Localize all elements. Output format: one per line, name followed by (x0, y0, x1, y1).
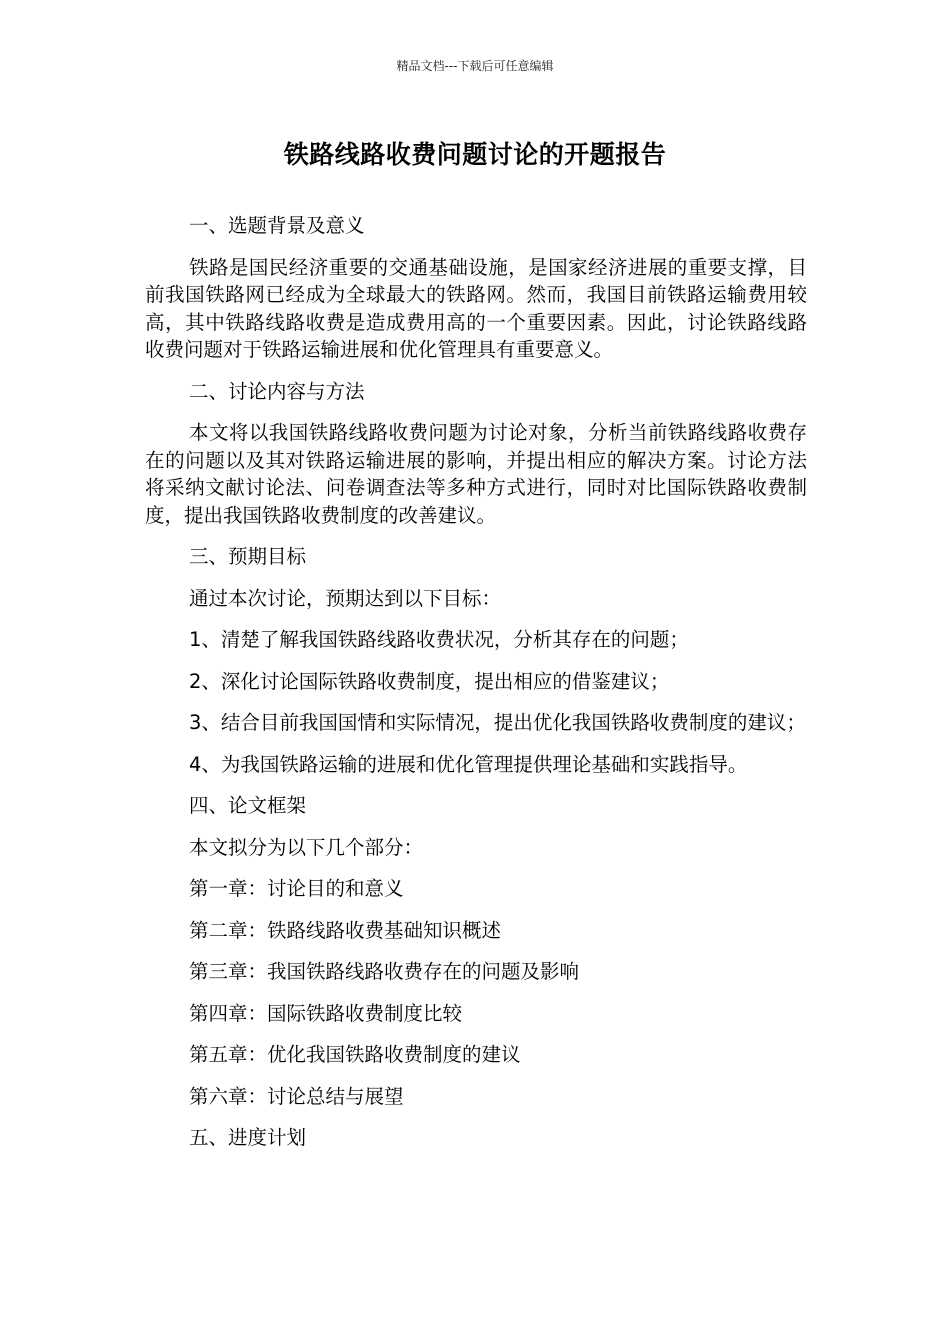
paragraph-goals-intro: 通过本次讨论，预期达到以下目标： (189, 586, 502, 610)
paragraph-background: 铁路是国民经济重要的交通基础设施，是国家经济进展的重要支撑，目前我国铁路网已经成为全球最大的铁路网。然而，我国目前铁路运输费用较高，其中铁路线路收费是造成费用高的一个重要因素。因此，讨论铁路线路收费问题对于铁路运输进展和优化管理具有重要意义。 (145, 255, 807, 361)
section-heading-goals: 三、预期目标 (189, 545, 307, 568)
chapter-item-2: 第二章：铁路线路收费基础知识概述 (189, 918, 502, 942)
section-heading-schedule: 五、进度计划 (189, 1126, 307, 1149)
section-heading-framework: 四、论文框架 (189, 794, 307, 817)
paragraph-framework-intro: 本文拟分为以下几个部分： (189, 835, 424, 859)
chapter-item-6: 第六章：讨论总结与展望 (189, 1084, 404, 1108)
goal-item-2: 2、深化讨论国际铁路收费制度，提出相应的借鉴建议； (189, 669, 670, 693)
page-header: 精品文档---下载后可任意编辑 (396, 59, 554, 73)
goal-item-4: 4、为我国铁路运输的进展和优化管理提供理论基础和实践指导。 (189, 752, 748, 776)
chapter-item-1: 第一章：讨论目的和意义 (189, 877, 404, 900)
chapter-item-4: 第四章：国际铁路收费制度比较 (189, 1001, 463, 1025)
goal-item-3: 3、结合目前我国国情和实际情况，提出优化我国铁路收费制度的建议； (189, 711, 806, 734)
section-heading-content-method: 二、讨论内容与方法 (189, 379, 365, 403)
chapter-item-5: 第五章：优化我国铁路收费制度的建议 (189, 1043, 521, 1066)
document-body (145, 212, 807, 1166)
goal-item-1: 1、清楚了解我国铁路线路收费状况，分析其存在的问题； (189, 628, 689, 651)
chapter-item-3: 第三章：我国铁路线路收费存在的问题及影响 (189, 960, 580, 983)
document-title: 铁路线路收费问题讨论的开题报告 (283, 140, 667, 169)
paragraph-content-method: 本文将以我国铁路线路收费问题为讨论对象，分析当前铁路线路收费存在的问题以及其对铁路运输进展的影响，并提出相应的解决方案。讨论方法将采纳文献讨论法、问卷调查法等多种方式进行，同时对比国际铁路收费制度，提出我国铁路收费制度的改善建议。 (145, 421, 807, 527)
section-heading-background: 一、选题背景及意义 (189, 214, 365, 237)
